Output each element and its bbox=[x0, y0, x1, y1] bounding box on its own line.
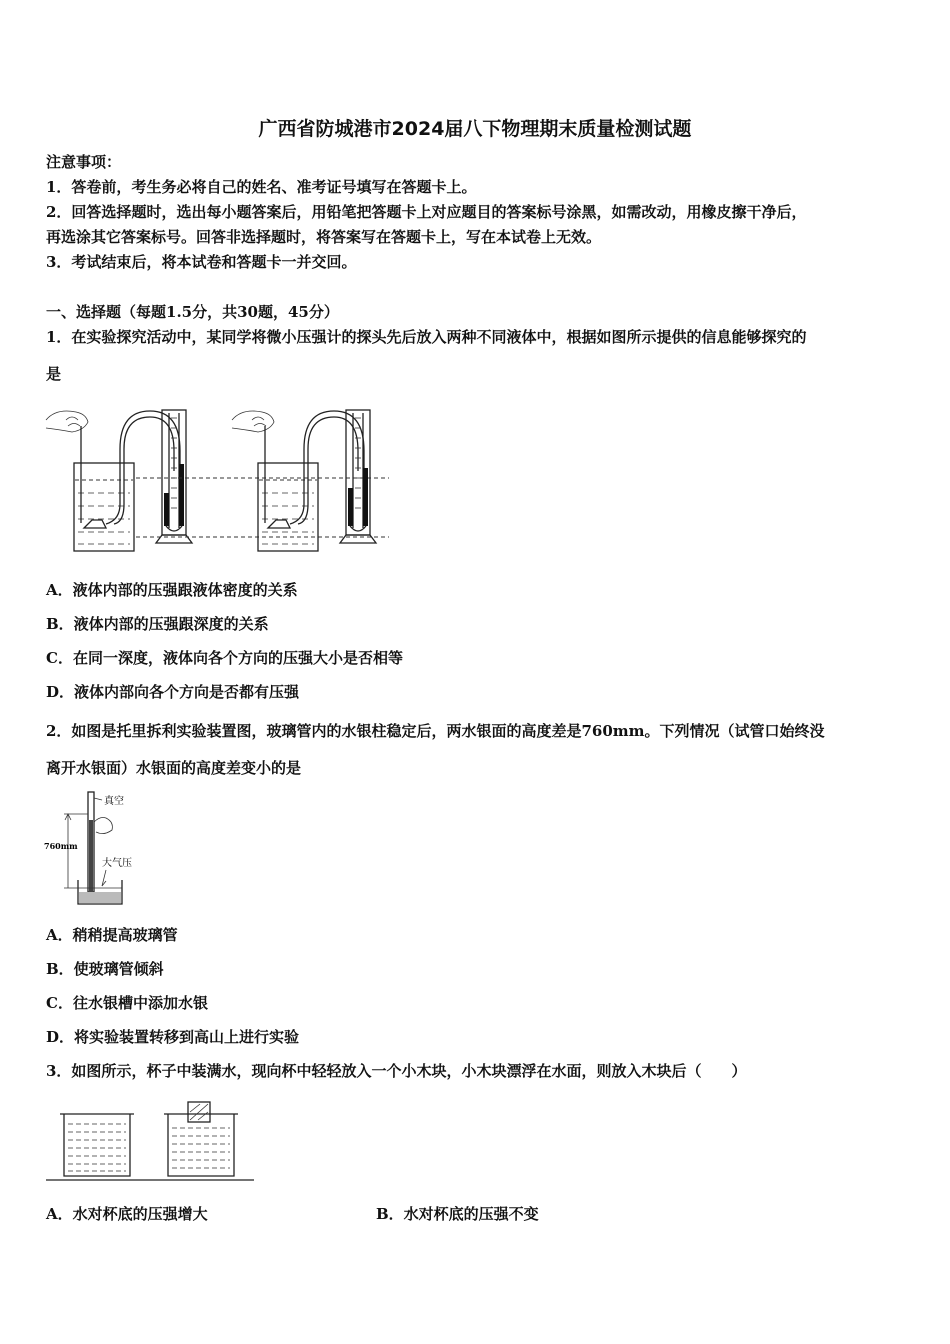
q1-figure-left bbox=[46, 410, 192, 551]
q3-cup-right bbox=[164, 1102, 238, 1176]
q1-option-c: C．在同一深度，液体向各个方向的压强大小是否相等 bbox=[46, 649, 403, 667]
q1-option-a: A．液体内部的压强跟液体密度的关系 bbox=[46, 581, 298, 599]
q1-figure-right bbox=[232, 410, 376, 551]
q1-option-d: D．液体内部向各个方向是否都有压强 bbox=[46, 683, 300, 701]
q1-figure bbox=[44, 398, 394, 558]
notice-item-3: 3．考试结束后，将本试卷和答题卡一并交回。 bbox=[46, 253, 357, 271]
notice-item-1: 1．答卷前，考生务必将自己的姓名、准考证号填写在答题卡上。 bbox=[46, 178, 477, 196]
q1-stem-line1: 1．在实验探究活动中，某同学将微小压强计的探头先后放入两种不同液体中，根据如图所示提供的信息能够探究的 bbox=[46, 328, 807, 346]
page-title: 广西省防城港市2024届八下物理期末质量检测试题 bbox=[258, 118, 692, 140]
q2-option-d: D．将实验装置转移到高山上进行实验 bbox=[46, 1028, 300, 1046]
notice-item-2-cont: 再选涂其它答案标号。回答非选择题时，将答案写在答题卡上，写在本试卷上无效。 bbox=[46, 228, 602, 246]
q3-option-b: B．水对杯底的压强不变 bbox=[376, 1205, 539, 1223]
notice-item-2: 2．回答选择题时，选出每小题答案后，用铅笔把答题卡上对应题目的答案标号涂黑，如需改动，用橡皮擦干净后， bbox=[46, 203, 807, 221]
q3-stem: 3．如图所示，杯子中装满水，现向杯中轻轻放入一个小木块，小木块漂浮在水面，则放入木块后（ ） bbox=[46, 1062, 747, 1080]
q2-label-vacuum: 真空 bbox=[104, 796, 124, 807]
q2-option-b: B．使玻璃管倾斜 bbox=[46, 960, 164, 978]
section-heading: 一、选择题（每题1.5分，共30题，45分） bbox=[46, 303, 339, 321]
q2-label-atm: 大气压 bbox=[102, 858, 132, 869]
q3-figure bbox=[44, 1098, 264, 1188]
q1-stem-line2: 是 bbox=[46, 365, 62, 383]
q2-option-c: C．往水银槽中添加水银 bbox=[46, 994, 208, 1012]
q3-option-a: A．水对杯底的压强增大 bbox=[46, 1205, 208, 1223]
q2-stem-line2: 离开水银面）水银面的高度差变小的是 bbox=[46, 759, 302, 777]
q2-stem-line1: 2．如图是托里拆利实验装置图，玻璃管内的水银柱稳定后，两水银面的高度差是760mm。下列情况（试管口始终没 bbox=[46, 722, 825, 740]
notice-heading: 注意事项： bbox=[46, 153, 122, 171]
q2-label-height: 760mm bbox=[44, 841, 78, 851]
q1-option-b: B．液体内部的压强跟深度的关系 bbox=[46, 615, 269, 633]
q2-figure bbox=[44, 788, 154, 918]
q3-cup-left bbox=[60, 1114, 134, 1176]
q2-option-a: A．稍稍提高玻璃管 bbox=[46, 926, 178, 944]
